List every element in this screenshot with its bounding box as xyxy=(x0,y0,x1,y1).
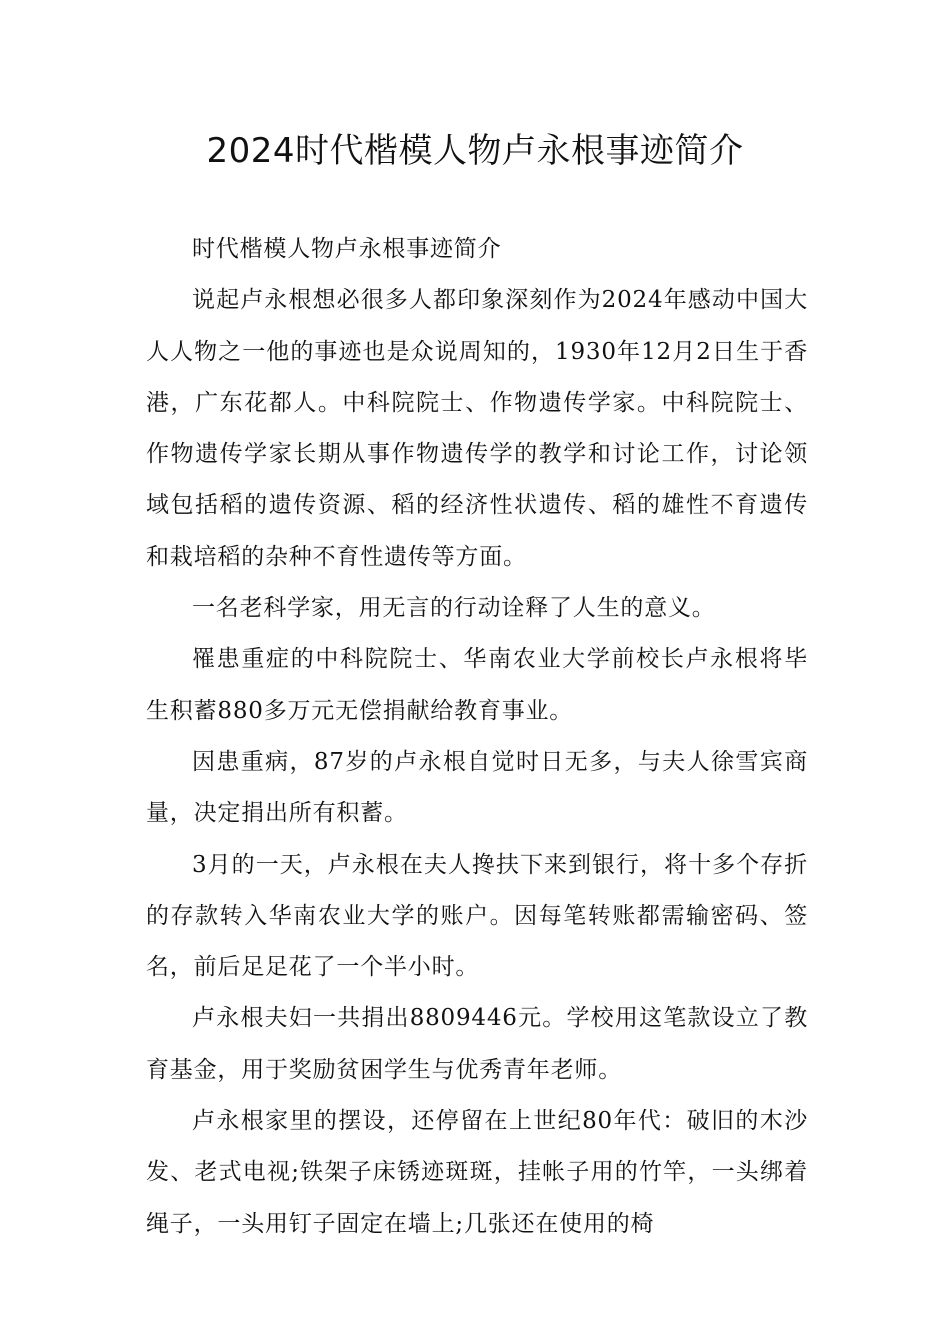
paragraph: 说起卢永根想必很多人都印象深刻作为2024年感动中国大人人物之一他的事迹也是众说周知的，1930年12月2日生于香港，广东花都人。中科院院士、作物遗传学家。中科院院士、作物遗传学家长期从事作物遗传学的教学和讨论工作，讨论领域包括稻的遗传资源、稻的经济性状遗传、稻的雄性不育遗传和栽培稻的杂种不育性遗传等方面。 xyxy=(146,287,808,570)
paragraph: 卢永根夫妇一共捐出8809446元。学校用这笔款设立了教育基金，用于奖励贫困学生与优秀青年老师。 xyxy=(146,1005,808,1083)
document-body xyxy=(146,224,808,1250)
paragraph: 罹患重症的中科院院士、华南农业大学前校长卢永根将毕生积蓄880多万元无偿捐献给教育事业。 xyxy=(146,646,808,724)
document-title: 2024时代楷模人物卢永根事迹简介 xyxy=(206,131,744,171)
paragraph: 一名老科学家，用无言的行动诠释了人生的意义。 xyxy=(192,595,716,622)
paragraph: 时代楷模人物卢永根事迹简介 xyxy=(192,236,502,262)
paragraph: 因患重病，87岁的卢永根自觉时日无多，与夫人徐雪宾商量，决定捐出所有积蓄。 xyxy=(146,748,808,827)
paragraph: 3月的一天，卢永根在夫人搀扶下来到银行，将十多个存折的存款转入华南农业大学的账户。因每笔转账都需输密码、签名，前后足足花了一个半小时。 xyxy=(146,851,808,981)
paragraph: 卢永根家里的摆设，还停留在上世纪80年代：破旧的木沙发、老式电视;铁架子床锈迹斑斑，挂帐子用的竹竿，一头绑着绳子，一头用钉子固定在墙上;几张还在使用的椅 xyxy=(146,1108,808,1237)
